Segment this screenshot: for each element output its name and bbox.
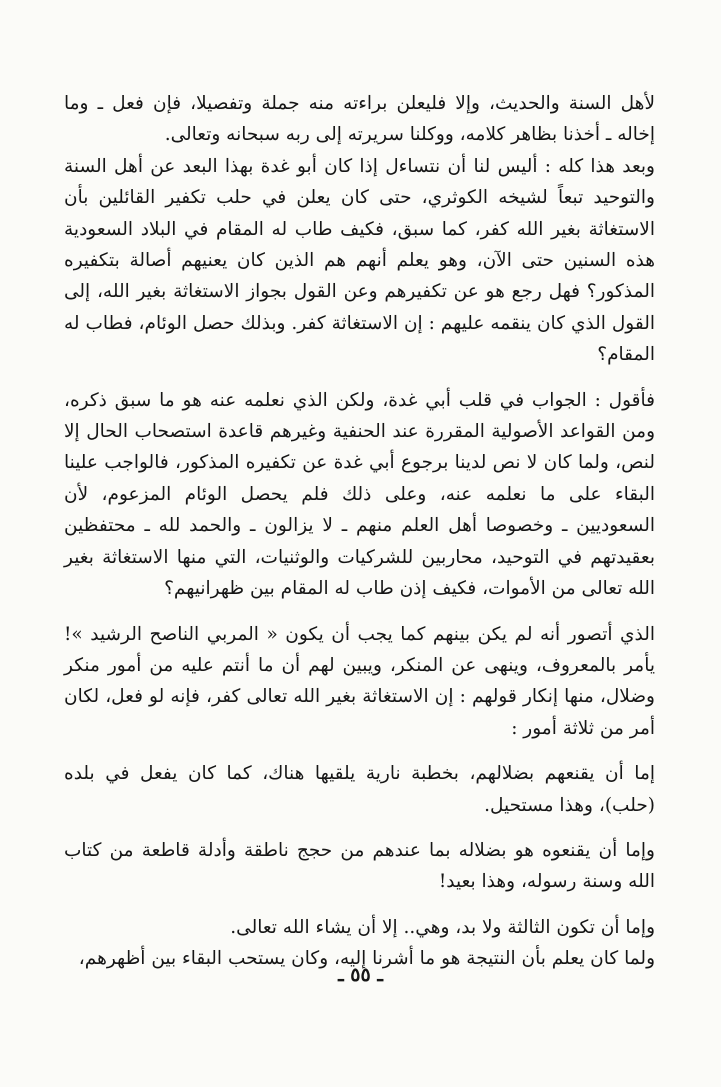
- paragraph-5: إما أن يقنعهم بضلالهم، بخطبة نارية يلقيها هناك، كما كان يفعل في بلده (حلب)، وهذا مستحيل.: [64, 763, 655, 816]
- page-number: ـ ٥٥ ـ: [338, 964, 383, 986]
- paragraph-3: فأقول : الجواب في قلب أبي غدة، ولكن الذي نعلمه عنه هو ما سبق ذكره، ومن القواعد الأصولية المقررة عند الحنفية وغيرهم قاعدة استصحاب الحال إلا لنص، ولما كان لا نص لدينا برجوع أبي غدة عن تكفيره المذكور، فالواجب علينا البقاء على ما نعلمه عنه، وعلى ذلك فلم يحصل الوئام المزعوم، لأن السعوديين ـ وخصوصا أهل العلم منهم ـ لا يزالون ـ والحمد لله ـ محتفظين بعقيدتهم في التوحيد، محاربين للشركيات والوثنيات، التي منها الاستغاثة بغير الله تعالى من الأموات، فكيف إذن طاب له المقام بين ظهرانيهم؟: [64, 389, 655, 600]
- paragraph-8: ولما كان يعلم بأن النتيجة هو ما أشرنا إليه، وكان يستحب البقاء بين أظهرهم،: [78, 948, 655, 970]
- paragraph-6: وإما أن يقنعوه هو بضلاله بما عندهم من حجج ناطقة وأدلة قاطعة من كتاب الله وسنة رسوله، وهذا بعيد!: [64, 839, 655, 893]
- paragraph-2: وبعد هذا كله : أليس لنا أن نتساءل إذا كان أبو غدة بهذا البعد عن أهل السنة والتوحيد تبعاً لشيخه الكوثري، حتى كان يعلن في حلب تكفير القائلين بأن الاستغاثة بغير الله كفر، كما سبق، فكيف طاب له المقام في البلاد السعودية هذه السنين حتى الآن، وهو يعلم أنهم هم الذين كان يعنيهم أصالة بتكفيره المذكور؟ فهل رجع هو عن تكفيرهم وعن القول بجواز الاستغاثة بغير الله، إلى القول الذي كان ينقمه عليهم : إن الاستغاثة كفر. وبذلك حصل الوئام، فطاب له المقام؟: [64, 155, 655, 366]
- paragraph-4: الذي أتصور أنه لم يكن بينهم كما يجب أن يكون « المربي الناصح الرشيد »! يأمر بالمعروف، وينهى عن المنكر، ويبين لهم أن ما أنتم عليه من أمور منكر وضلال، منها إنكار قولهم : إن الاستغاثة بغير الله تعالى كفر، فإنه لو فعل، لكان أمر من ثلاثة أمور :: [64, 623, 655, 739]
- paragraph-7: وإما أن تكون الثالثة ولا بد، وهي.. إلا أن يشاء الله تعالى.: [230, 916, 655, 938]
- paragraph-1: لأهل السنة والحديث، وإلا فليعلن براءته منه جملة وتفصيلا، فإن فعل ـ وما إخاله ـ أخذنا بظاهر كلامه، ووكلنا سريرته إلى ربه سبحانه وتعالى.: [64, 93, 655, 146]
